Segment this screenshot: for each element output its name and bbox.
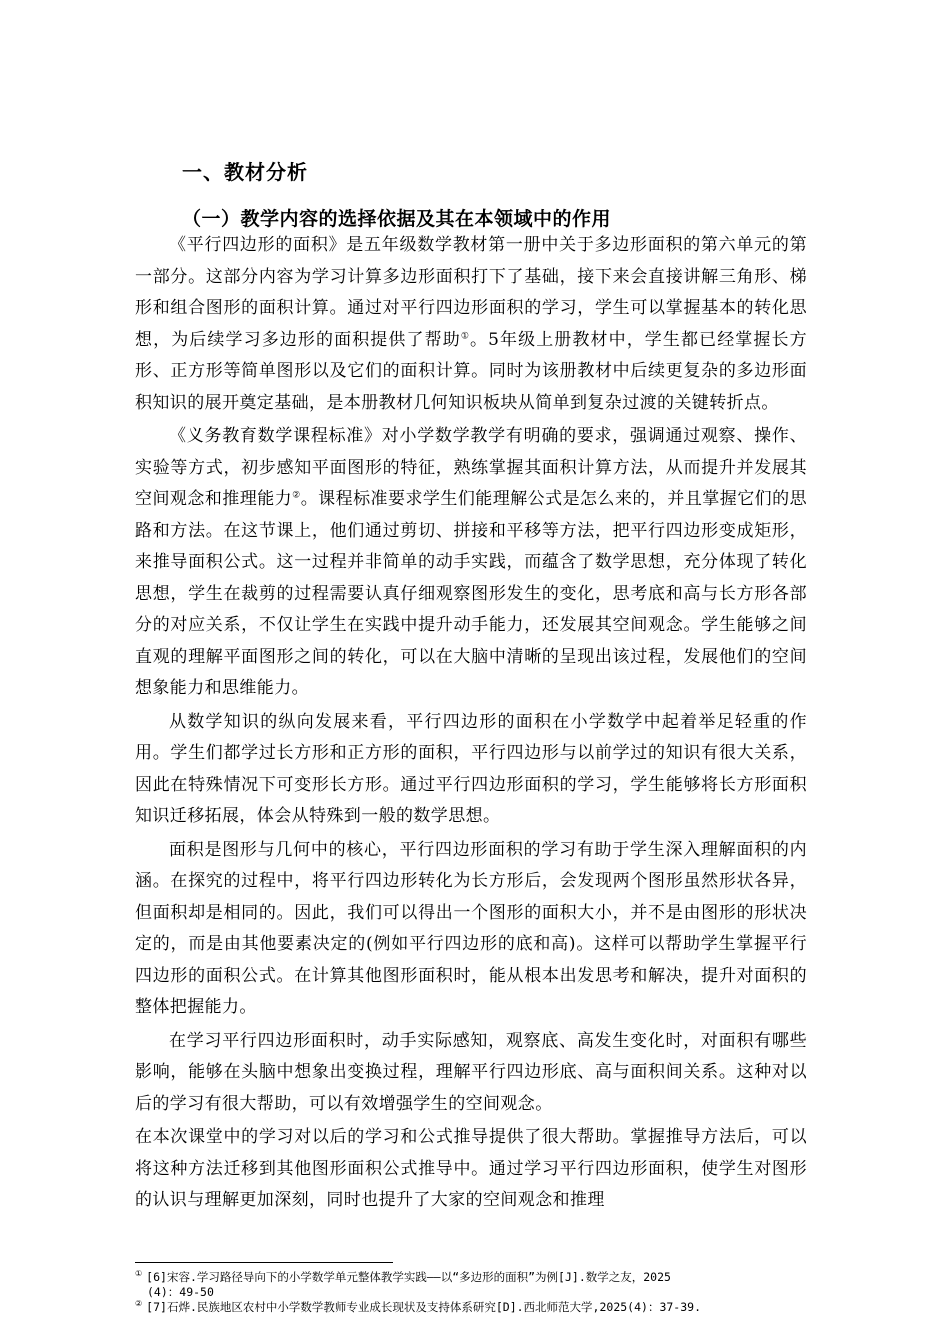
footnote-ref-1[interactable]: ① xyxy=(460,330,470,341)
paragraph-text: 《平行四边形的面积》是五年级数学教材第一册中关于多边形面积的第六单元的第一部分。这部分内容为学习计算多边形面积打下了基础，接下来会直接讲解三角形、梯形和组合图形的面积计算。通过对平行四边形面积的学习，学生可以掌握基本的转化思想，为后续学习多边形的面积提供了帮助 xyxy=(135,235,807,350)
footnote-text: [6]宋容.学习路径导向下的小学数学单元整体教学实践——以“多边形的面积”为例[J].数学之友，2025 xyxy=(146,1270,671,1284)
footnote-divider xyxy=(135,1262,393,1263)
subsection-heading: （一）教学内容的选择依据及其在本领域中的作用 xyxy=(182,208,612,230)
footnotes xyxy=(135,1270,815,1315)
section-heading: 一、教材分析 xyxy=(182,160,308,184)
footnote-2 xyxy=(135,1300,815,1315)
footnote-mark: ② xyxy=(135,1299,143,1309)
footnote-text: [7]石烨.民族地区农村中小学数学教师专业成长现状及支持体系研究[D].西北师范大学,2025(4)：37-39. xyxy=(146,1300,701,1314)
paragraph-3: 从数学知识的纵向发展来看，平行四边形的面积在小学数学中起着举足轻重的作用。学生们都学过长方形和正方形的面积，平行四边形与以前学过的知识有很大关系，因此在特殊情况下可变形长方形。通过平行四边形面积的学习，学生能够将长方形面积知识迁移拓展，体会从特殊到一般的数学思想。 xyxy=(135,711,807,826)
paragraph-4: 面积是图形与几何中的核心，平行四边形面积的学习有助于学生深入理解面积的内涵。在探究的过程中，将平行四边形转化为长方形后，会发现两个图形虽然形状各异，但面积却是相同的。因此，我们可以得出一个图形的面积大小，并不是由图形的形状决定的，而是由其他要素决定的(例如平行四边形的底和高)。这样可以帮助学生掌握平行四边形的面积公式。在计算其他图形面积时，能从根本出发思考和解决，提升对面积的整体把握能力。 xyxy=(135,839,807,1017)
paragraph-1 xyxy=(135,230,807,419)
paragraph-text: 。课程标准要求学生们能理解公式是怎么来的，并且掌握它们的思路和方法。在这节课上，他们通过剪切、拼接和平移等方法，把平行四边形变成矩形，来推导面积公式。这一过程并非简单的动手实践，而蕴含了数学思想，充分体现了转化思想，学生在裁剪的过程需要认真仔细观察图形发生的变化，思考底和高与长方形各部分的对应关系，不仅让学生在实践中提升动手能力，还发展其空间观念。学生能够之间直观的理解平面图形之间的转化，可以在大脑中清晰的呈现出该过程，发展他们的空间想象能力和思维能力。 xyxy=(135,489,807,698)
paragraph-2 xyxy=(135,421,807,705)
paragraph-text: 《义务教育数学课程标准》对小学数学教学有明确的要求，强调通过观察、操作、实验等方式，初步感知平面图形的特征，熟练掌握其面积计算方法，从而提升并发展其空间观念和推理能力 xyxy=(135,426,807,509)
footnote-mark: ① xyxy=(135,1269,143,1279)
paragraph-5: 在学习平行四边形面积时，动手实际感知，观察底、高发生变化时，对面积有哪些影响，能够在头脑中想象出变换过程，理解平行四边形底、高与面积间关系。这种对以后的学习有很大帮助，可以有效增强学生的空间观念。 xyxy=(135,1030,807,1114)
footnote-1-continuation: (4)：49-50 xyxy=(147,1285,214,1299)
footnote-ref-2[interactable]: ② xyxy=(292,490,301,501)
paragraph-6: 在本次课堂中的学习对以后的学习和公式推导提供了很大帮助。掌握推导方法后，可以将这种方法迁移到其他图形面积公式推导中。通过学习平行四边形面积，使学生对图形的认识与理解更加深刻，同时也提升了大家的空间观念和推理 xyxy=(135,1127,807,1210)
paragraph-text: 。5年级上册教材中，学生都已经掌握长方形、正方形等简单图形以及它们的面积计算。同时为该册教材中后续更复杂的多边形面积知识的展开奠定基础，是本册教材几何知识板块从简单到复杂过渡的关键转折点。 xyxy=(135,329,808,413)
footnote-1 xyxy=(135,1270,815,1285)
body-text xyxy=(135,230,807,1217)
